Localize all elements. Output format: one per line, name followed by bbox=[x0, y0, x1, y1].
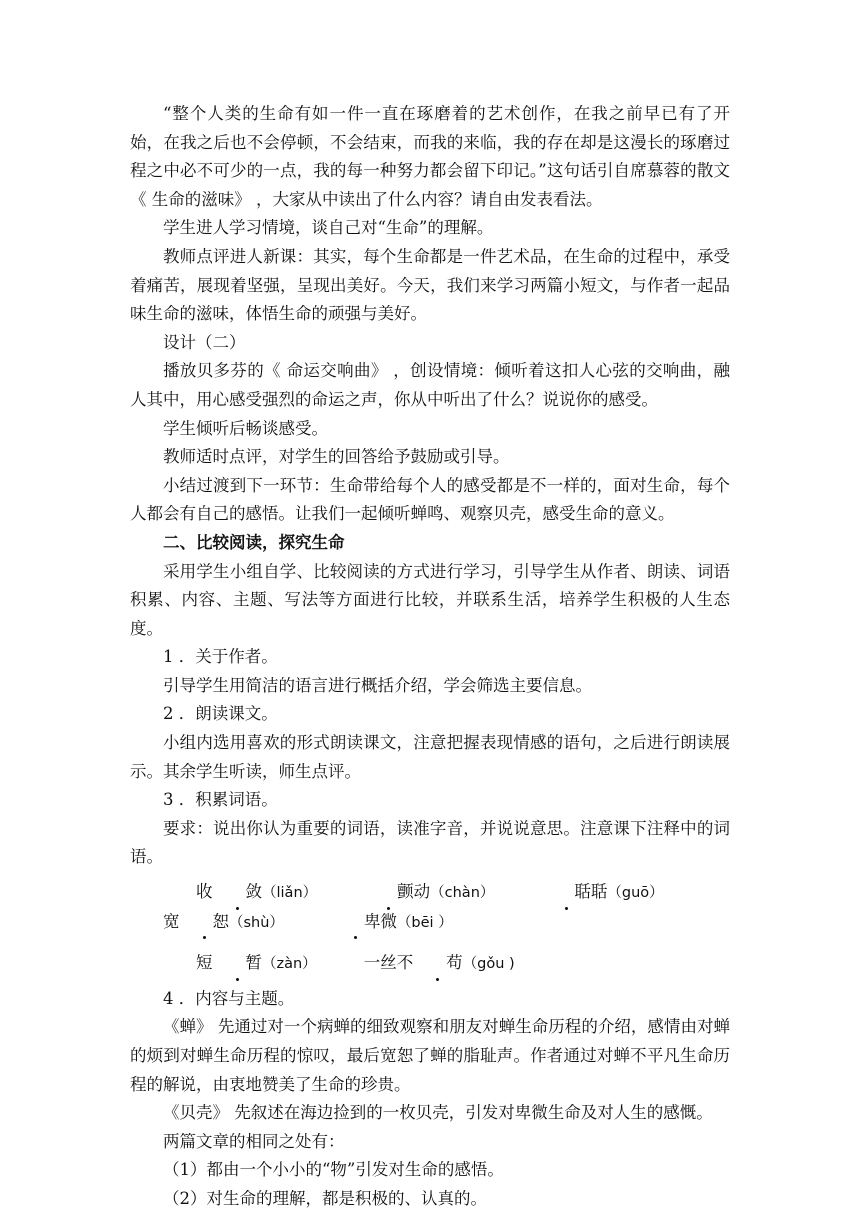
vocab-line bbox=[130, 949, 730, 979]
vocab-item: 收 敛（liǎn） bbox=[163, 878, 317, 908]
vocab-line bbox=[130, 878, 730, 937]
section-heading: 二、比较阅读，探究生命 bbox=[163, 532, 345, 552]
design-label: 设计（二） bbox=[163, 332, 246, 352]
list-item: （1）都由一个小小的“物”引发对生命的感悟。 bbox=[163, 1160, 504, 1180]
paragraph: 《贝壳》 先叙述在海边捡到的一枚贝壳，引发对卑微生命及对人生的感慨。 bbox=[163, 1103, 713, 1123]
paragraph: “整个人类的生命有如一件一直在琢磨着的艺术创作，在我之前早已有了开始，在我之后也不会停顿，不会结束，而我的来临，我的存在却是这漫长的琢磨过程之中必不可少的一点，我的每一种努力都会留下印记。”这句话引自席慕蓉的散文《 生命的滋味》 ，大家从中读出了什么内容？请自由发表看法。 bbox=[130, 104, 730, 209]
vocab-item: 卑微（bēi ） bbox=[298, 908, 453, 938]
paragraph: 学生倾听后畅谈感受。 bbox=[163, 418, 328, 438]
subheading: 4 ．内容与主题。 bbox=[163, 988, 295, 1008]
vocab-item: 颤动（chàn） bbox=[331, 878, 494, 908]
paragraph: 小组内选用喜欢的形式朗读课文，注意把握表现情感的语句，之后进行朗读展示。其余学生听读，师生点评。 bbox=[130, 733, 730, 781]
subheading: 2 ．朗读课文。 bbox=[163, 704, 278, 724]
subheading: 1 ．关于作者。 bbox=[163, 647, 278, 667]
paragraph: 教师点评进人新课：其实，每个生命都是一件艺术品，在生命的过程中，承受着痛苦，展现着坚强，呈现出美好。今天，我们来学习两篇小短文，与作者一起品味生命的滋味，体悟生命的顽强与美好。 bbox=[130, 246, 730, 324]
subheading: 3 ．积累词语。 bbox=[163, 790, 278, 810]
vocab-item: 宽 恕（shù） bbox=[130, 908, 284, 938]
vocab-item: 一丝不 苟（gǒu ) bbox=[331, 949, 515, 979]
paragraph: 引导学生用简洁的语言进行概括介绍，学会筛选主要信息。 bbox=[163, 675, 592, 695]
paragraph: 《蝉》 先通过对一个病蝉的细致观察和朋友对蝉生命历程的介绍，感情由对蝉的烦到对蝉生命历程的惊叹，最后宽恕了蝉的脂耻声。作者通过对蝉不平凡生命历程的解说，由衷地赞美了生命的珍贵。 bbox=[130, 1017, 730, 1094]
paragraph: 小结过渡到下一环节：生命带给每个人的感受都是不一样的，面对生命，每个人都会有自己的感悟。让我们一起倾听蝉鸣、观察贝壳，感受生命的意义。 bbox=[130, 475, 730, 524]
paragraph: 要求：说出你认为重要的词语，读准字音，并说说意思。注意课下注释中的词语。 bbox=[130, 818, 730, 867]
list-item: （2）对生命的理解，都是积极的、认真的。 bbox=[163, 1188, 487, 1208]
document-body bbox=[130, 100, 730, 1214]
paragraph: 播放贝多芬的《 命运交响曲》 ，创设情境：倾听着这扣人心弦的交响曲，融人其中，用心感受强烈的命运之声，你从中听出了什么？说说你的感受。 bbox=[130, 361, 730, 409]
vocab-item: 聒聒（guō） bbox=[508, 878, 663, 908]
paragraph: 两篇文章的相同之处有： bbox=[163, 1131, 345, 1151]
paragraph: 学生进人学习情境，谈自己对“生命”的理解。 bbox=[163, 218, 494, 238]
paragraph: 教师适时点评，对学生的回答给予鼓励或引导。 bbox=[163, 447, 510, 467]
vocab-item: 短 暂（zàn） bbox=[163, 949, 317, 979]
paragraph: 采用学生小组自学、比较阅读的方式进行学习，引导学生从作者、朗读、词语积累、内容、主题、写法等方面进行比较，并联系生活，培养学生积极的人生态度。 bbox=[130, 561, 730, 638]
